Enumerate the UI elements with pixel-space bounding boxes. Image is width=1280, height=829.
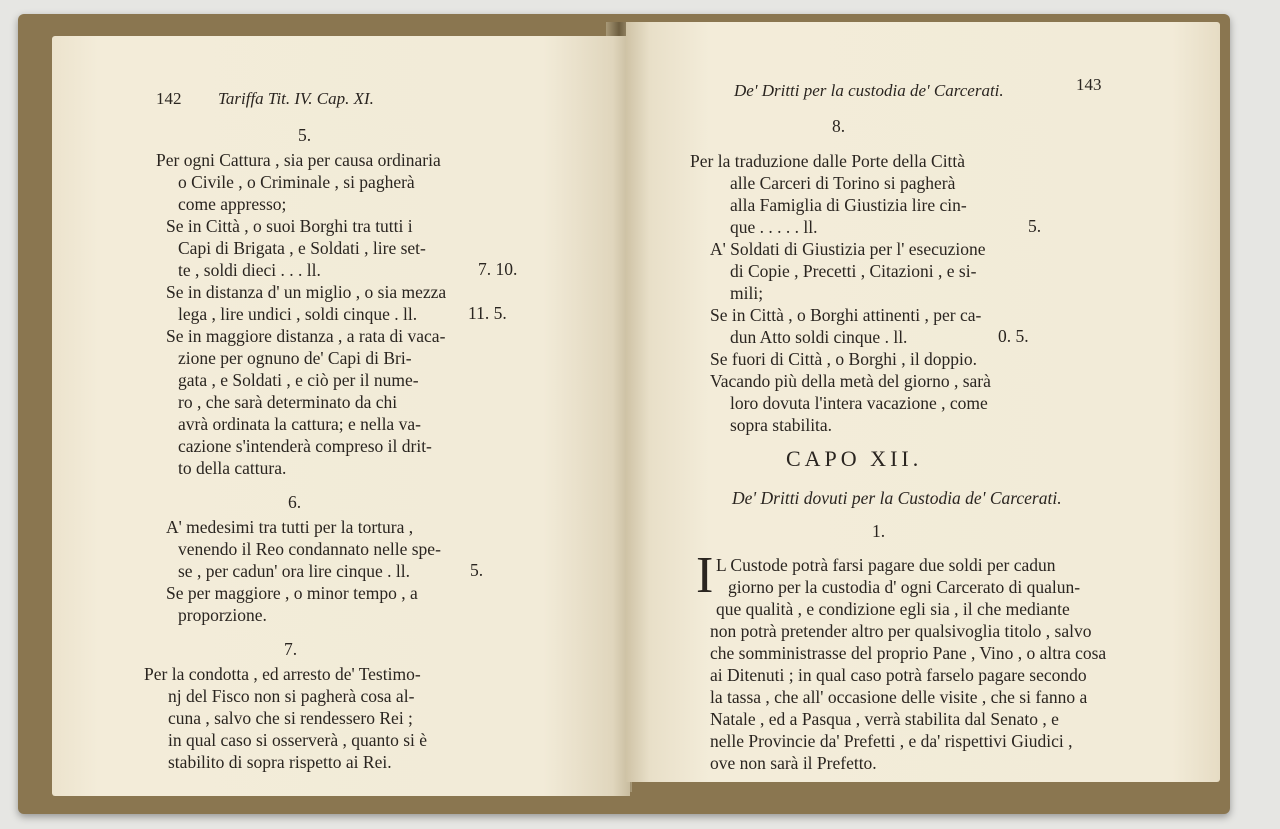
text-line: ro , che sarà determinato da chi (178, 392, 398, 412)
text-line: ai Ditenuti ; in qual caso potrà farselo pagare secondo (710, 665, 1087, 685)
text-line: cuna , salvo che si rendessero Rei ; (168, 708, 413, 728)
text-line: ove non sarà il Prefetto. (710, 753, 877, 773)
text-line: Se in Città , o Borghi attinenti , per ca- (710, 305, 982, 325)
text-line: venendo il Reo condannato nelle spe- (178, 539, 441, 559)
text-line: te , soldi dieci . . . ll. (178, 260, 321, 280)
text-line: stabilito di sopra rispetto ai Rei. (168, 752, 392, 772)
amount: 5. (470, 560, 484, 580)
section-number: 5. (298, 125, 312, 145)
amount: 7. 10. (478, 259, 518, 279)
initial-letter: I (696, 547, 714, 604)
text-line: Se in Città , o suoi Borghi tra tutti i (166, 216, 413, 236)
text-line: Per ogni Cattura , sia per causa ordinaria (156, 150, 441, 170)
text-line: non potrà pretender altro per qualsivoglia titolo , salvo (710, 621, 1092, 641)
right-running-head: De' Dritti per la custodia de' Carcerati. (734, 81, 1004, 100)
amount: 11. 5. (468, 303, 507, 323)
right-page (626, 22, 1220, 782)
section-number: 1. (872, 521, 886, 541)
text-line: que qualità , e condizione egli sia , il che mediante (716, 599, 1070, 619)
text-line: se , per cadun' ora lire cinque . ll. (178, 561, 411, 581)
text-line: avrà ordinata la cattura; e nella va- (178, 414, 421, 434)
text-line: Capi di Brigata , e Soldati , lire set- (178, 238, 426, 258)
text-line: come appresso; (178, 194, 287, 214)
text-line: dun Atto soldi cinque . ll. (730, 327, 908, 347)
text-line: proporzione. (178, 605, 267, 625)
chapter-subtitle: De' Dritti dovuti per la Custodia de' Carcerati. (732, 488, 1062, 508)
text-line: loro dovuta l'intera vacazione , come (730, 393, 988, 413)
text-line: que . . . . . ll. (730, 217, 818, 237)
text-line: A' medesimi tra tutti per la tortura , (166, 517, 414, 537)
section-number: 6. (288, 492, 302, 512)
text-line: alle Carceri di Torino si pagherà (730, 173, 956, 193)
text-line: nelle Provincie da' Prefetti , e da' rispettivi Giudici , (710, 731, 1073, 751)
text-line: Vacando più della metà del giorno , sarà (710, 371, 991, 391)
left-page (52, 36, 630, 796)
text-line: di Copie , Precetti , Citazioni , e si- (730, 261, 977, 281)
text-line: zione per ognuno de' Capi di Bri- (178, 348, 412, 368)
left-running-head: Tariffa Tit. IV. Cap. XI. (218, 89, 374, 108)
text-line: mili; (730, 283, 764, 303)
text-line: Se in maggiore distanza , a rata di vaca- (166, 326, 446, 346)
amount: 5. (1028, 216, 1042, 236)
text-line: nj del Fisco non si pagherà cosa al- (168, 686, 415, 706)
text-line: o Civile , o Criminale , si pagherà (178, 172, 415, 192)
text-line: cazione s'intenderà compreso il drit- (178, 436, 432, 456)
chapter-title: CAPO XII. (786, 446, 923, 471)
section-number: 7. (284, 639, 298, 659)
text-line: gata , e Soldati , e ciò per il nume- (178, 370, 419, 390)
text-line: Se in distanza d' un miglio , o sia mezza (166, 282, 447, 302)
right-page-number: 143 (1076, 75, 1102, 94)
text-line: Per la condotta , ed arresto de' Testimo- (144, 664, 421, 684)
text-line: Se fuori di Città , o Borghi , il doppio. (710, 349, 978, 369)
text-line: lega , lire undici , soldi cinque . ll. (178, 304, 418, 324)
amount: 0. 5. (998, 326, 1029, 346)
text-line: giorno per la custodia d' ogni Carcerato di qualun- (728, 577, 1081, 597)
text-line: A' Soldati di Giustizia per l' esecuzione (710, 239, 986, 259)
text-line: Natale , ed a Pasqua , verrà stabilita dal Senato , e (710, 709, 1059, 729)
text-line: che somministrasse del proprio Pane , Vino , o altra cosa (710, 643, 1107, 663)
text-line: Se per maggiore , o minor tempo , a (166, 583, 418, 603)
text-line: alla Famiglia di Giustizia lire cin- (730, 195, 967, 215)
text-line: sopra stabilita. (730, 415, 833, 435)
text-line: Per la traduzione dalle Porte della Città (690, 151, 966, 171)
left-page-number: 142 (156, 89, 182, 108)
text-line: in qual caso si osserverà , quanto si è (168, 730, 428, 750)
text-line: L Custode potrà farsi pagare due soldi per cadun (716, 555, 1056, 575)
text-line: to della cattura. (178, 458, 287, 478)
text-line: la tassa , che all' occasione delle visite , che si fanno a (710, 687, 1088, 707)
section-number: 8. (832, 116, 846, 136)
